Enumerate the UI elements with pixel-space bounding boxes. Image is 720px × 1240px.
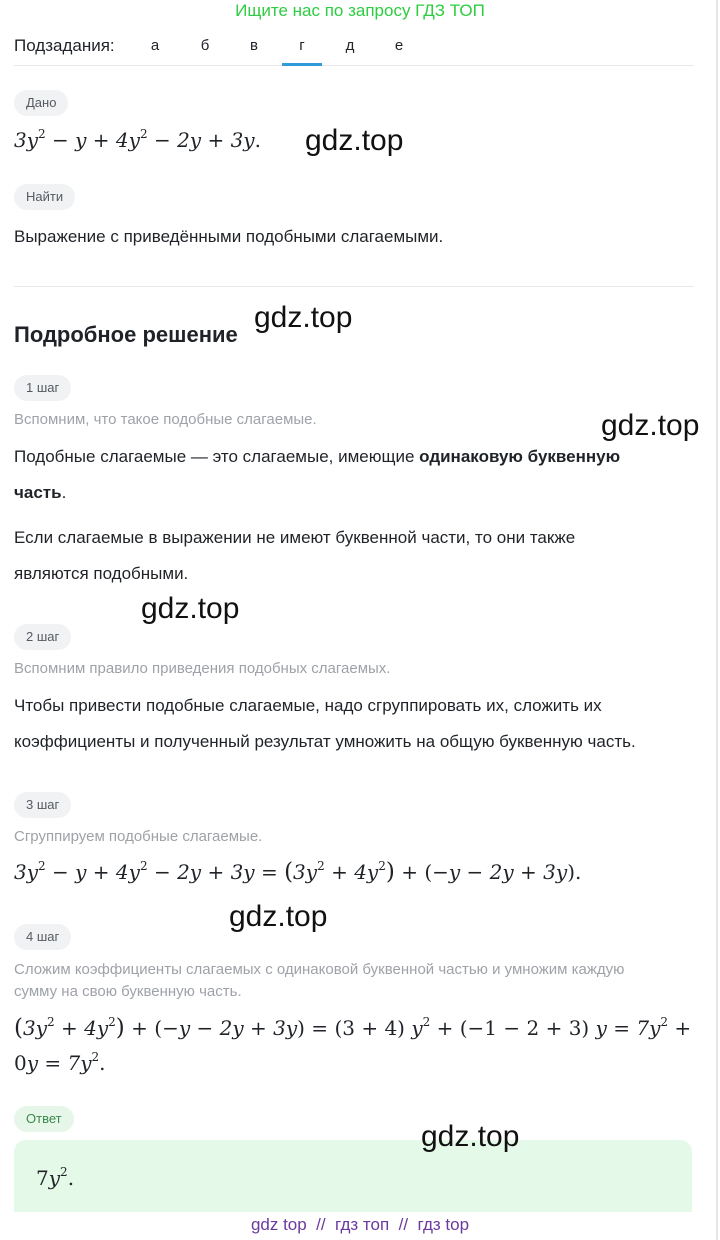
footer-links: gdz top // гдз топ // гдз top: [250, 1215, 470, 1234]
answer-box: [14, 1140, 692, 1212]
step-2-hint: Вспомним правило приведения подобных слагаемых.: [14, 660, 391, 677]
subtask-tab-e[interactable]: е: [394, 37, 404, 54]
subtask-tab-d[interactable]: д: [345, 37, 355, 54]
subtask-tab-v[interactable]: в: [250, 37, 258, 54]
find-text: Выражение с приведёнными подобными слагаемыми.: [14, 227, 444, 246]
subtask-tab-a[interactable]: а: [150, 37, 160, 54]
page-edge-line: [716, 0, 718, 1240]
step-2-paragraph-line-2: коэффициенты и полученный результат умножить на общую буквенную часть.: [14, 732, 636, 751]
step-1-paragraph-1: Подобные слагаемые — это слагаемые, имеющие одинаковую буквенную: [14, 447, 621, 466]
step-3-tag: 3 шаг: [14, 792, 71, 818]
find-tag: Найти: [14, 184, 75, 210]
step-1-tag: 1 шаг: [14, 375, 71, 401]
subtasks-label: Подзадания:: [14, 36, 115, 55]
step-4-expression-line-1: $(3y^2 + 4y^2) + (-y - 2y + 3y) = (3 + 4) y^2 + (-1 - 2 + 3) y = 7y^2$ +: [14, 1015, 692, 1041]
watermark: gdz.top: [141, 592, 240, 625]
subtasks-bar: [14, 34, 694, 66]
watermark: gdz.top: [254, 301, 353, 334]
step-3-hint: Сгруппируем подобные слагаемые.: [14, 828, 263, 845]
subtask-tab-g[interactable]: г: [282, 37, 322, 66]
step-4-expression-line-2: $0y = 7y^2$.: [14, 1050, 106, 1075]
step-4-hint-line-2: сумму на свою буквенную часть.: [14, 983, 242, 1000]
step-1-paragraph-1-end: часть.: [14, 483, 67, 502]
step-2-tag: 2 шаг: [14, 624, 71, 650]
answer-tag: Ответ: [14, 1106, 74, 1132]
step-2-paragraph-line-1: Чтобы привести подобные слагаемые, надо сгруппировать их, сложить их: [14, 696, 602, 715]
search-banner: Ищите нас по запросу ГДЗ ТОП: [235, 1, 485, 20]
given-expression: $3y^2 - y + 4y^2 - 2y + 3y$.: [14, 127, 261, 152]
given-tag: Дано: [14, 90, 68, 116]
answer-expression: $7y^2$.: [36, 1165, 75, 1190]
step-1-paragraph-2-line-2: являются подобными.: [14, 564, 189, 583]
watermark: gdz.top: [305, 124, 404, 157]
step-1-hint: Вспомним, что такое подобные слагаемые.: [14, 411, 317, 428]
solution-heading: Подробное решение: [14, 322, 238, 347]
watermark: gdz.top: [421, 1120, 520, 1153]
watermark: gdz.top: [229, 900, 328, 933]
step-3-expression: $3y^2 - y + 4y^2 - 2y + 3y = (3y^2 + 4y^2) + (-y - 2y + 3y)$.: [14, 859, 582, 885]
step-4-hint-line-1: Сложим коэффициенты слагаемых с одинаковой буквенной частью и умножим каждую: [14, 961, 625, 978]
step-1-paragraph-2-line-1: Если слагаемые в выражении не имеют буквенной части, то они также: [14, 528, 576, 547]
section-divider: [14, 286, 694, 287]
step-4-tag: 4 шаг: [14, 924, 71, 950]
watermark: gdz.top: [601, 409, 700, 442]
subtask-tab-b[interactable]: б: [200, 37, 210, 54]
